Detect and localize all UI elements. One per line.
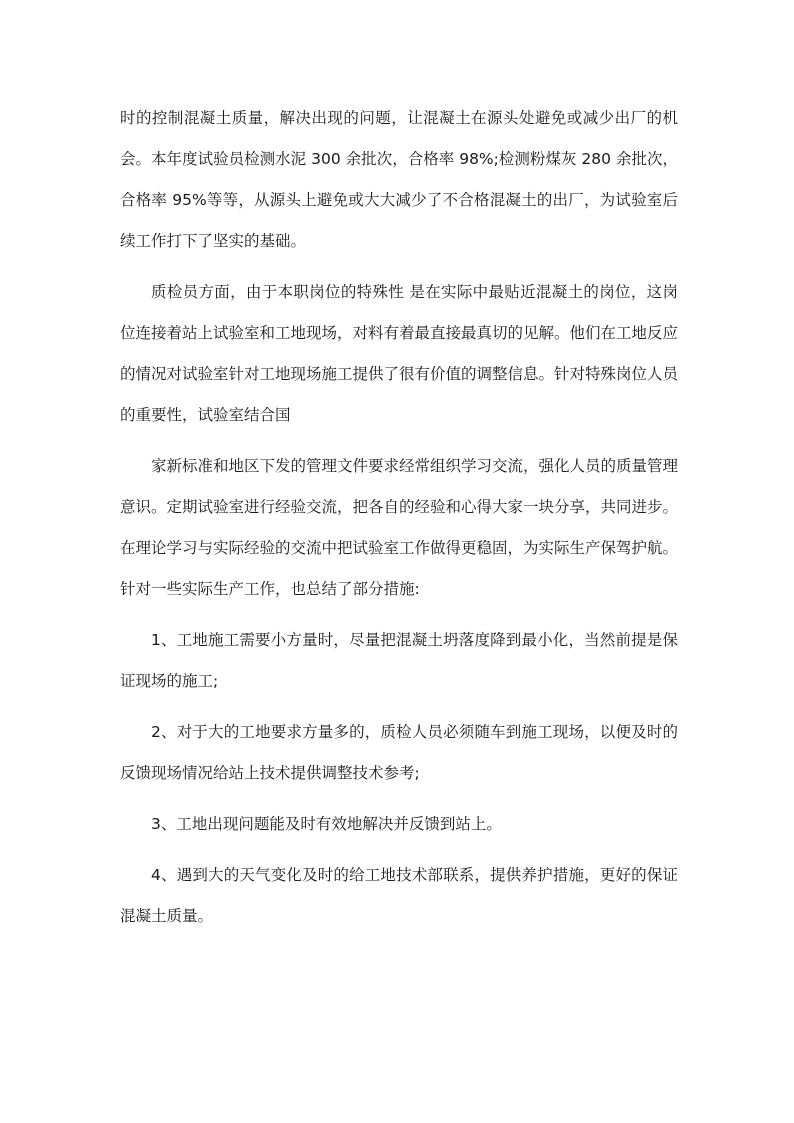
measure-item-2: 2、对于大的工地要求方量多的，质检人员必须随车到施工现场，以便及时的反馈现场情况给站上技术提供调整技术参考; [120, 723, 678, 782]
paragraph-continuation: 时的控制混凝土质量，解决出现的问题，让混凝土在源头处避免或减少出厂的机会。本年度试验员检测水泥 300 余批次，合格率 98%;检测粉煤灰 280 余批次，合格率 95%等等，从源头上避免或大大减少了不合格混凝土的出厂，为试验室后续工作打下了坚实的基础。 [120, 109, 678, 250]
document-body [120, 98, 678, 937]
paragraph-quality-inspector: 质检员方面，由于本职岗位的特殊性 是在实际中最贴近混凝土的岗位，这岗位连接着站上试验室和工地现场，对料有着最直接最真切的见解。他们在工地反应的情况对试验室针对工地现场施工提供了很有价值的调整信息。针对特殊岗位人员的重要性，试验室结合国 [120, 283, 679, 424]
measure-item-3: 3、工地出现问题能及时有效地解决并反馈到站上。 [151, 815, 502, 833]
measure-item-1: 1、工地施工需要小方量时，尽量把混凝土坍落度降到最小化，当然前提是保证现场的施工; [120, 631, 678, 690]
paragraph-training: 家新标准和地区下发的管理文件要求经常组织学习交流，强化人员的质量管理意识。定期试验室进行经验交流，把各自的经验和心得大家一块分享，共同进步。在理论学习与实际经验的交流中把试验室工作做得更稳固，为实际生产保驾护航。针对一些实际生产工作，也总结了部分措施: [120, 457, 679, 598]
measure-item-4: 4、遇到大的天气变化及时的给工地技术部联系，提供养护措施，更好的保证混凝土质量。 [120, 866, 678, 925]
